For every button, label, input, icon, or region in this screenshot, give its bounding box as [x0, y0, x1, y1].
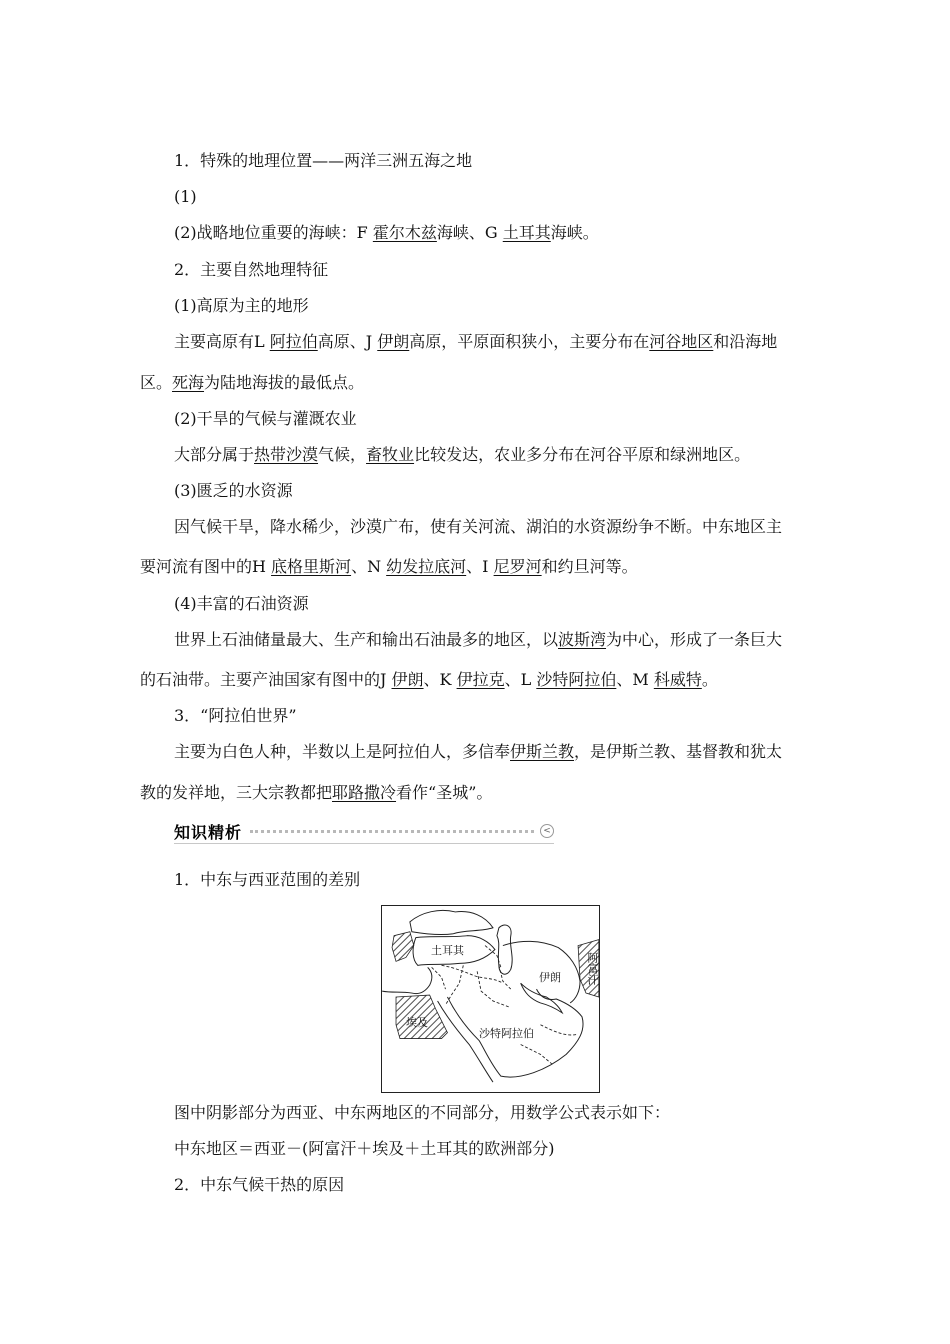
formula-line: 中东地区＝西亚－(阿富汗＋埃及＋土耳其的欧洲部分)	[174, 1139, 555, 1158]
header-underline	[174, 843, 554, 844]
section-1-title: 1．特殊的地理位置——两洋三洲五海之地	[174, 151, 473, 170]
section-3-title: 3．“阿拉伯世界”	[174, 706, 297, 725]
knowledge-item-1: 1．中东与西亚范围的差别	[174, 870, 361, 889]
map-drawing	[382, 906, 599, 1092]
map-label-turkey: 土耳其	[431, 944, 464, 957]
section-2-sub-4: (4)丰富的石油资源	[174, 594, 309, 613]
map-label-saudi-arabia: 沙特阿拉伯	[479, 1027, 534, 1040]
section-1-item-1: (1)	[174, 187, 197, 206]
water-paragraph-cont: 要河流有图中的H 底格里斯河、N 幼发拉底河、I 尼罗河和约旦河等。	[140, 557, 638, 576]
section-2-sub-1: (1)高原为主的地形	[174, 296, 309, 315]
oil-paragraph-cont: 的石油带。主要产油国家有图中的J 伊朗、K 伊拉克、L 沙特阿拉伯、M 科威特。	[140, 670, 718, 689]
oil-paragraph: 世界上石油储量最大、生产和输出石油最多的地区，以波斯湾为中心，形成了一条巨大	[174, 630, 783, 649]
section-1-item-2: (2)战略地位重要的海峡：F 霍尔木兹海峡、G 土耳其海峡。	[174, 223, 599, 242]
map-label-iran: 伊朗	[539, 971, 561, 984]
knowledge-section-header	[174, 818, 554, 844]
arab-world-paragraph: 主要为白色人种，半数以上是阿拉伯人，多信奉伊斯兰教，是伊斯兰教、基督教和犹太	[174, 742, 783, 761]
climate-paragraph: 大部分属于热带沙漠气候，畜牧业比较发达，农业多分布在河谷平原和绿洲地区。	[174, 445, 751, 464]
section-2-sub-3: (3)匮乏的水资源	[174, 481, 293, 500]
map-caption: 图中阴影部分为西亚、中东两地区的不同部分，用数学公式表示如下：	[174, 1103, 671, 1122]
map-label-afghanistan: 阿富汗	[586, 952, 599, 985]
knowledge-item-2: 2．中东气候干热的原因	[174, 1175, 345, 1194]
terrain-paragraph-cont: 区。死海为陆地海拔的最低点。	[140, 373, 365, 392]
map-label-egypt: 埃及	[406, 1016, 428, 1029]
dotted-divider	[250, 830, 534, 833]
section-2-sub-2: (2)干旱的气候与灌溉农业	[174, 409, 357, 428]
section-2-title: 2．主要自然地理特征	[174, 260, 329, 279]
terrain-paragraph: 主要高原有L 阿拉伯高原、J 伊朗高原，平原面积狭小，主要分布在河谷地区和沿海地	[174, 332, 778, 351]
chevron-left-icon: <	[540, 824, 554, 838]
knowledge-header-title: 知识精析	[174, 822, 243, 842]
arab-world-paragraph-cont: 教的发祥地，三大宗教都把耶路撒冷看作“圣城”。	[140, 783, 493, 802]
middle-east-map	[381, 905, 600, 1093]
water-paragraph: 因气候干旱，降水稀少，沙漠广布，使有关河流、湖泊的水资源纷争不断。中东地区主	[174, 517, 783, 536]
